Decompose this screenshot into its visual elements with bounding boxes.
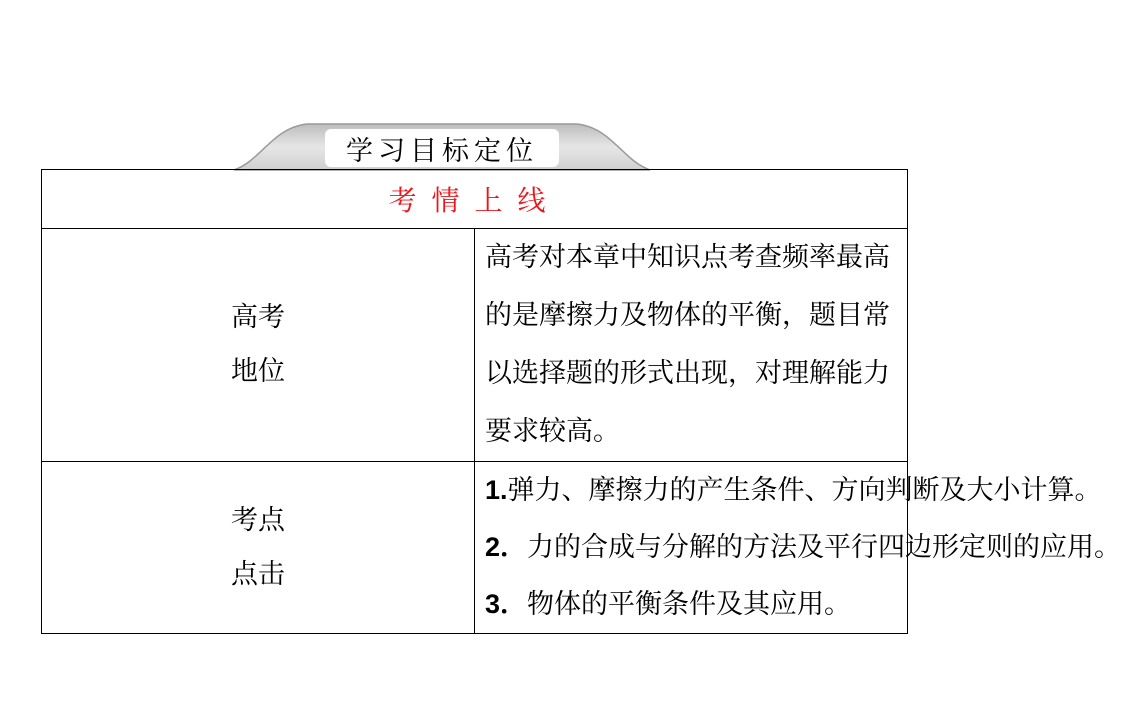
row-text-exam-position: 高考对本章中知识点考查频率最高的是摩擦力及物体的平衡，题目常以选择题的形式出现，对理解能力要求较高。	[475, 229, 908, 462]
list-item-number: 1.	[485, 475, 508, 505]
row-label-key-points	[42, 462, 475, 634]
table-row	[42, 229, 908, 462]
table-row	[42, 462, 908, 634]
list-item-text: 弹力、摩擦力的产生条件、方向判断及大小计算。	[507, 475, 1102, 506]
table-header-row	[42, 170, 908, 229]
row-list-key-points	[475, 462, 1121, 634]
table-header: 考情上线	[42, 170, 908, 229]
row-label-line: 点击	[231, 558, 285, 590]
row-label-line: 高考	[231, 302, 285, 333]
list-item	[485, 462, 1102, 519]
list-item	[485, 576, 897, 633]
list-item-number: 3．	[485, 589, 528, 619]
row-label-line: 地位	[231, 356, 285, 387]
list-item-text: 力的合成与分解的方法及平行四边形定则的应用。	[527, 532, 1121, 563]
row-label-exam-position	[42, 229, 475, 462]
row-label-line: 考点	[231, 504, 285, 536]
list-item-text: 物体的平衡条件及其应用。	[527, 589, 852, 620]
list-item	[485, 519, 1121, 576]
goal-table	[41, 169, 1121, 634]
list-item-number: 2．	[485, 532, 528, 562]
banner-title: 学习目标定位	[325, 129, 559, 167]
